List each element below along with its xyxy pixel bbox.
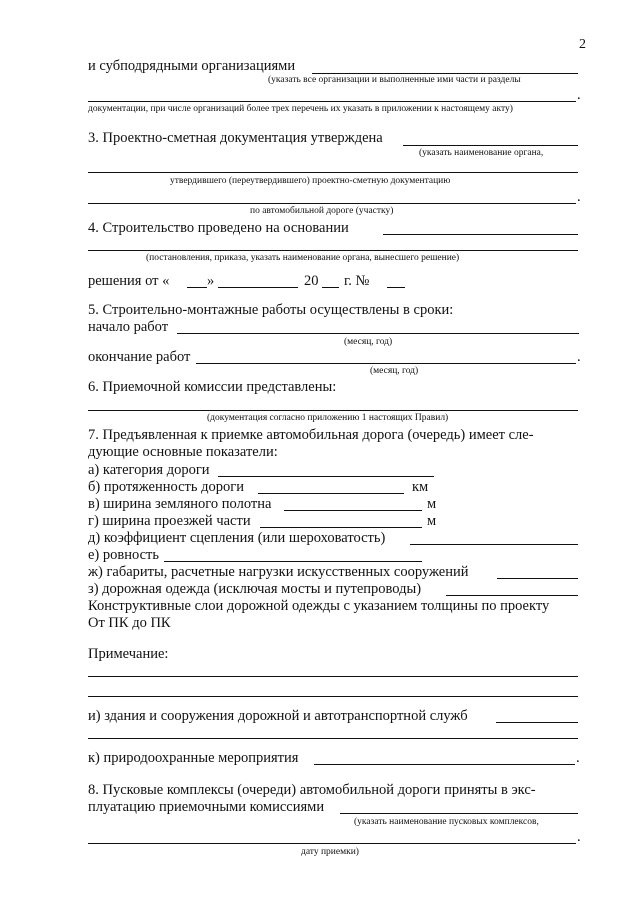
commissions-caption: (указать наименование пусковых комплексов, — [354, 817, 539, 827]
item-d-line[interactable] — [410, 544, 578, 545]
line-end-dot: . — [576, 750, 580, 766]
decision-year-prefix: 20 — [304, 273, 319, 289]
item-v-line[interactable] — [284, 510, 422, 511]
note-line-2[interactable] — [88, 696, 578, 697]
section-5-heading: 5. Строительно-монтажные работы осуществлены в сроки: — [88, 302, 454, 318]
subcontractors-label: и субподрядными организациями — [88, 58, 296, 74]
item-zh-label: ж) габариты, расчетные нагрузки искусственных сооружений — [88, 564, 469, 580]
item-i-line[interactable] — [496, 722, 578, 723]
item-k-line[interactable] — [314, 764, 575, 765]
section-4-heading: 4. Строительство проведено на основании — [88, 220, 349, 236]
approval-line-3[interactable] — [88, 203, 576, 204]
item-z-label: з) дорожная одежда (исключая мосты и путепроводы) — [88, 581, 422, 597]
subcontractors-line-2[interactable] — [88, 101, 576, 102]
note-line-1[interactable] — [88, 676, 578, 677]
item-g-line[interactable] — [260, 527, 422, 528]
item-i-label: и) здания и сооружения дорожной и автотранспортной служб — [88, 708, 468, 724]
section-3-heading: 3. Проектно-сметная документация утверждена — [88, 130, 383, 146]
item-g-label: г) ширина проезжей части — [88, 513, 251, 529]
item-e-label: е) ровность — [88, 547, 159, 563]
subcontractors-caption: (указать все организации и выполненные ими части и разделы — [268, 75, 521, 85]
line-end-dot: . — [577, 829, 581, 845]
subcontractors-caption-2: документации, при числе организаций более трех перечень их указать в приложении к настоящему акту) — [88, 104, 513, 114]
end-caption: (месяц, год) — [370, 366, 419, 376]
basis-caption: (постановления, приказа, указать наименование органа, вынесшего решение) — [146, 253, 460, 263]
item-k-label: к) природоохранные мероприятия — [88, 750, 299, 766]
item-g-unit: м — [427, 513, 437, 529]
section-7-heading: 7. Предъявленная к приемке автомобильная дорога (очередь) имеет сле- — [88, 427, 534, 443]
item-b-line[interactable] — [258, 493, 404, 494]
basis-line[interactable] — [383, 234, 578, 235]
line-end-dot: . — [577, 349, 581, 365]
end-label: окончание работ — [88, 349, 191, 365]
item-a-line[interactable] — [218, 476, 434, 477]
start-label: начало работ — [88, 319, 169, 335]
approval-caption-3: по автомобильной дороге (участку) — [250, 206, 394, 216]
item-zh-line[interactable] — [497, 578, 578, 579]
section-6-heading: 6. Приемочной комиссии представлены: — [88, 379, 337, 395]
section-7-heading-2: дующие основные показатели: — [88, 444, 278, 460]
section-8-heading-2: плуатацию приемочными комиссиями — [88, 799, 325, 815]
pavement-layers-text: Конструктивные слои дорожной одежды с указанием толщины по проекту — [88, 598, 550, 614]
commissions-caption-2: дату приемки) — [301, 847, 359, 857]
note-label: Примечание: — [88, 646, 169, 662]
approval-caption-2: утвердившего (переутвердившего) проектно-сметную документацию — [170, 176, 451, 186]
decision-number-label: г. № — [344, 273, 370, 289]
decision-label: решения от « — [88, 273, 170, 289]
item-i-line-2[interactable] — [88, 738, 578, 739]
documents-line[interactable] — [88, 410, 578, 411]
approval-line-2[interactable] — [88, 172, 578, 173]
item-v-label: в) ширина земляного полотна — [88, 496, 272, 512]
decision-number-line[interactable] — [387, 287, 405, 288]
documents-caption: (документация согласно приложению 1 настоящих Правил) — [207, 413, 449, 423]
item-z-line[interactable] — [446, 595, 578, 596]
commissions-line-2[interactable] — [88, 843, 576, 844]
decision-day-line[interactable] — [187, 287, 207, 288]
item-e-line[interactable] — [164, 561, 422, 562]
page-number: 2 — [579, 37, 586, 52]
subcontractors-line[interactable] — [312, 73, 578, 74]
line-end-dot: . — [577, 87, 581, 103]
end-line[interactable] — [196, 363, 576, 364]
item-d-label: д) коэффициент сцепления (или шероховатость) — [88, 530, 386, 546]
start-line[interactable] — [177, 333, 579, 334]
decision-year-line[interactable] — [322, 287, 339, 288]
item-b-label: б) протяженность дороги — [88, 479, 244, 495]
approval-caption: (указать наименование органа, — [419, 148, 544, 158]
basis-line-2[interactable] — [88, 250, 578, 251]
item-b-unit: км — [412, 479, 429, 495]
line-end-dot: . — [577, 189, 581, 205]
item-v-unit: м — [427, 496, 437, 512]
section-8-heading: 8. Пусковые комплексы (очереди) автомобильной дороги приняты в экс- — [88, 782, 536, 798]
item-a-label: а) категория дороги — [88, 462, 210, 478]
start-caption: (месяц, год) — [344, 337, 393, 347]
commissions-line[interactable] — [340, 813, 578, 814]
decision-quote-close: » — [207, 273, 215, 289]
pk-range-text: От ПК до ПК — [88, 615, 171, 631]
decision-month-line[interactable] — [218, 287, 298, 288]
approval-line[interactable] — [403, 145, 578, 146]
